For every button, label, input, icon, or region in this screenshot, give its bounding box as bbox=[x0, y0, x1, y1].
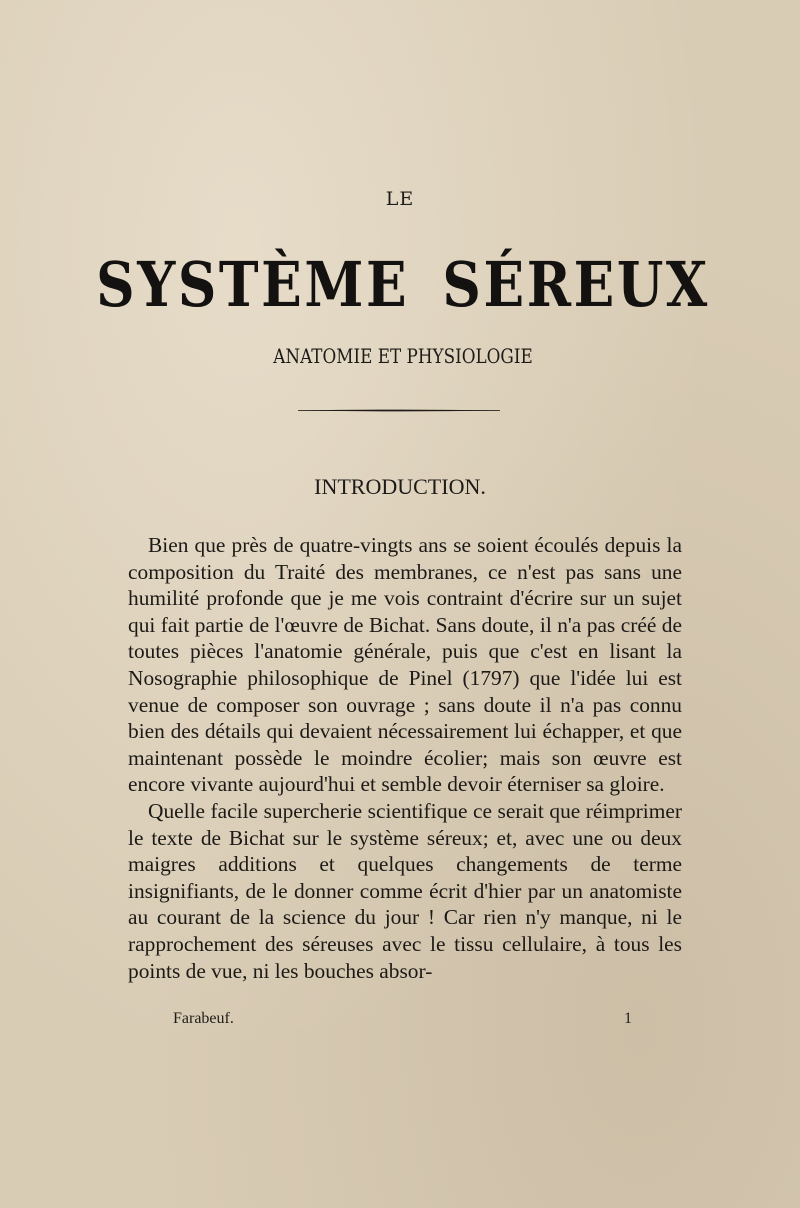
paragraph: Quelle facile supercherie scientifique ce serait que réimprimer le texte de Bichat sur le système séreux; et, avec une ou deux maigres additions et quelques changements de terme insignifiants, de le donner comme écrit d'hier par un anatomiste au courant de la science du jour ! Car rien n'y manque, ni le rapprochement des séreuses avec le tissu cellulaire, à tous les points de vue, ni les bouches absor- bbox=[128, 798, 682, 983]
ornamental-rule bbox=[298, 409, 500, 412]
paragraph: Bien que près de quatre-vingts ans se soient écoulés depuis la composition du Traité des membranes, ce n'est pas sans une humilité profonde que je me vois contraint d'écrire sur un sujet qui fait partie de l'œuvre de Bichat. Sans doute, il n'a pas créé de toutes pièces l'anatomie générale, puis que c'est en lisant la Nosographie philosophique de Pinel (1797) que l'idée lui est venue de composer son ouvrage ; sans doute il n'a pas connu bien des détails qui devaient nécessairement lui échapper, et que maintenant possède le moindre écolier; mais son œuvre est encore vivante aujourd'hui et semble devoir éterniser sa gloire. bbox=[128, 533, 682, 797]
book-title: SYSTÈME SÉREUX bbox=[96, 248, 710, 321]
body-text bbox=[128, 532, 682, 984]
page-number: 1 bbox=[624, 1010, 632, 1027]
title-overline: LE bbox=[385, 188, 415, 210]
footer-signature: Farabeuf. bbox=[173, 1010, 234, 1027]
book-subtitle: ANATOMIE ET PHYSIOLOGIE bbox=[273, 344, 533, 368]
section-heading: INTRODUCTION. bbox=[314, 474, 486, 499]
